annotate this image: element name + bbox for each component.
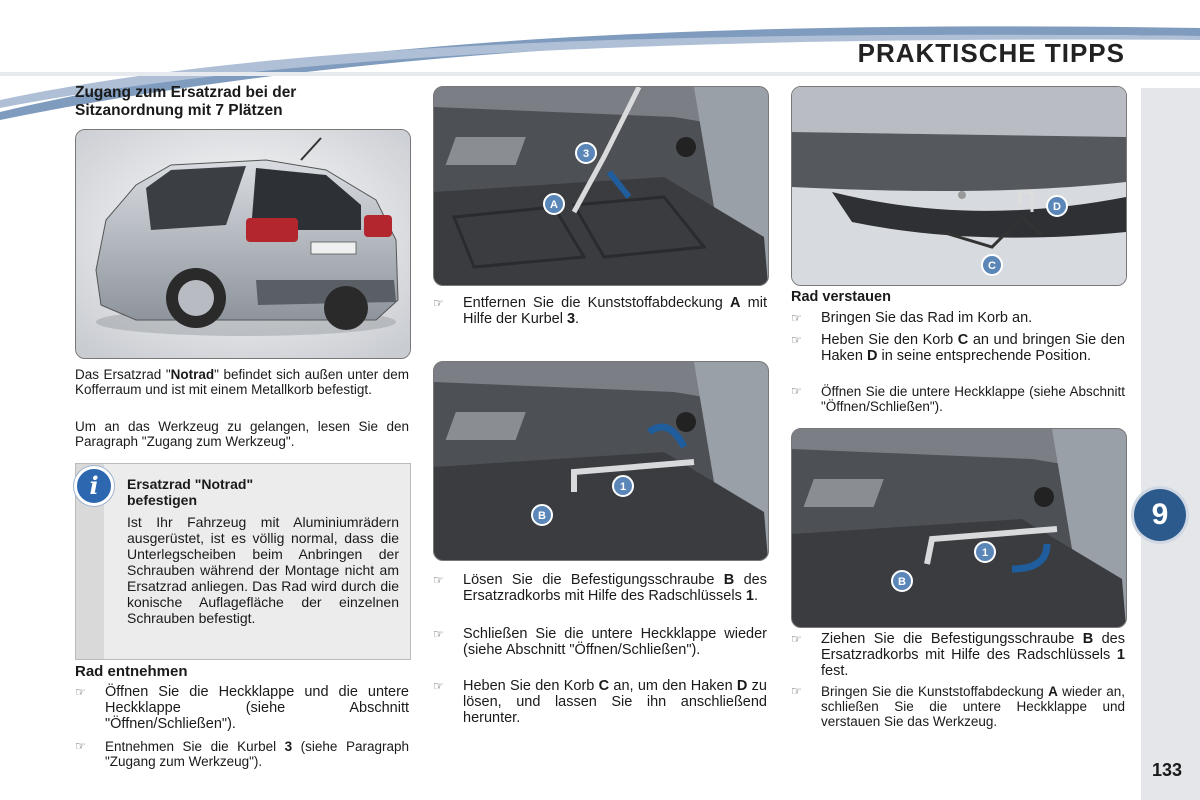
step4-b2: D bbox=[736, 678, 748, 694]
stow2-mid: an und bringen Sie den Haken bbox=[821, 332, 1125, 364]
remove-2-bold: 3 bbox=[284, 739, 293, 754]
stow2-b2: D bbox=[866, 348, 878, 364]
info-title-line1: Ersatzrad "Notrad" bbox=[127, 476, 254, 492]
section-heading-line2: Sitzanordnung mit 7 Plätzen bbox=[75, 102, 283, 119]
step4-mid: an, um den Haken bbox=[609, 678, 737, 694]
remove-heading: Rad entnehmen bbox=[75, 663, 188, 680]
stow5-b1: A bbox=[1048, 684, 1058, 699]
hand-pointer-icon: ☞ bbox=[433, 627, 444, 641]
remove-2-post: (siehe Paragraph "Zugang zum Werkzeug"). bbox=[105, 739, 409, 769]
hand-pointer-icon: ☞ bbox=[433, 679, 444, 693]
callout-3-label: 3 bbox=[582, 148, 590, 160]
step-1 bbox=[463, 295, 767, 327]
page-title: PRAKTISCHE TIPPS bbox=[857, 38, 1125, 68]
list-item bbox=[433, 295, 767, 327]
stow4-mid: des Ersatzradkorbs mit Hilfe des Radschlüssels bbox=[821, 631, 1125, 663]
list-item bbox=[791, 310, 1125, 326]
list-item bbox=[433, 626, 767, 658]
step4-b1: C bbox=[598, 678, 610, 694]
callout-a bbox=[544, 194, 564, 214]
stow-step-3: Öffnen Sie die untere Heckklappe (siehe Abschnitt "Öffnen/Schließen"). bbox=[821, 384, 1125, 414]
page-number: 133 bbox=[1152, 760, 1183, 780]
step1-pre: Entfernen Sie die Kunststoffabdeckung bbox=[463, 295, 731, 311]
callout-b-label: B bbox=[898, 576, 906, 588]
chapter-side-tab bbox=[1141, 88, 1200, 800]
step2-post: . bbox=[753, 588, 758, 604]
list-item bbox=[75, 739, 409, 769]
under-car-hook-illustration bbox=[791, 86, 1127, 286]
stow4-pre: Ziehen Sie die Befestigungsschraube bbox=[821, 631, 1083, 647]
callout-c-label: C bbox=[988, 260, 996, 272]
intro-1-bold: Notrad bbox=[170, 367, 215, 382]
list-item bbox=[791, 684, 1125, 729]
hand-pointer-icon: ☞ bbox=[791, 311, 802, 325]
callout-1-label: 1 bbox=[619, 481, 627, 493]
stow-step-1: Bringen Sie das Rad im Korb an. bbox=[821, 310, 1033, 326]
car-rear-illustration bbox=[75, 129, 411, 359]
step2-b2: 1 bbox=[745, 588, 754, 604]
info-content bbox=[127, 476, 399, 626]
stow4-post: fest. bbox=[821, 663, 849, 679]
trunk-floor-wrench-illustration bbox=[433, 361, 769, 561]
callout-b-label: B bbox=[538, 510, 546, 522]
step-4 bbox=[463, 678, 767, 726]
stow2-post: in seine entsprechende Position. bbox=[877, 348, 1092, 364]
intro-1-pre: Das Ersatzrad " bbox=[75, 367, 171, 382]
step4-post: zu lösen, und lassen Sie ihn anschließend herunter. bbox=[463, 678, 767, 726]
stow4-b2: 1 bbox=[1116, 647, 1125, 663]
stow2-pre: Heben Sie den Korb bbox=[821, 332, 958, 348]
stow-heading: Rad verstauen bbox=[791, 289, 891, 305]
remove-step-2 bbox=[105, 739, 409, 769]
step2-b1: B bbox=[723, 572, 735, 588]
stow5-pre: Bringen Sie die Kunststoffabdeckung bbox=[821, 684, 1049, 699]
stow-step-2 bbox=[821, 332, 1125, 364]
callout-1 bbox=[613, 476, 633, 496]
info-title-line2: befestigen bbox=[127, 492, 198, 508]
step2-mid: des Ersatzradkorbs mit Hilfe des Radschlüssels bbox=[463, 572, 767, 604]
list-item bbox=[75, 684, 409, 732]
info-box bbox=[75, 463, 411, 660]
step1-mid: mit Hilfe der Kurbel bbox=[463, 295, 767, 327]
intro-paragraph-1 bbox=[75, 367, 409, 397]
hand-pointer-icon: ☞ bbox=[791, 384, 802, 398]
hand-pointer-icon: ☞ bbox=[433, 573, 444, 587]
list-item bbox=[791, 631, 1125, 679]
section-heading-line1: Zugang zum Ersatzrad bei der bbox=[75, 84, 297, 101]
step1-post: . bbox=[575, 311, 580, 327]
info-text: Ist Ihr Fahrzeug mit Aluminiumrädern ausgerüstet, ist es völlig normal, dass die Unterlegscheiben beim Anbringen der Schrauben während der Montage nicht am Ersatzrad anliegen. Das Rad wird durch die konische Auflagefläche der einzelnen Schrauben befestigt. bbox=[127, 514, 399, 626]
step4-pre: Heben Sie den Korb bbox=[463, 678, 599, 694]
remove-2-pre: Entnehmen Sie die Kurbel bbox=[105, 739, 285, 754]
callout-1-label: 1 bbox=[981, 547, 989, 559]
remove-step-1: Öffnen Sie die Heckklappe und die untere Heckklappe (siehe Abschnitt "Öffnen/Schließen"). bbox=[105, 684, 409, 732]
info-icon: i bbox=[74, 466, 114, 506]
callout-b bbox=[892, 571, 912, 591]
section-heading bbox=[75, 84, 415, 120]
callout-1 bbox=[975, 542, 995, 562]
intro-paragraph-2: Um an das Werkzeug zu gelangen, lesen Sie den Paragraph "Zugang zum Werkzeug". bbox=[75, 419, 409, 449]
hand-pointer-icon: ☞ bbox=[791, 632, 802, 646]
hand-pointer-icon: ☞ bbox=[75, 739, 86, 753]
callout-d bbox=[1047, 196, 1067, 216]
hand-pointer-icon: ☞ bbox=[75, 685, 86, 699]
callout-3 bbox=[576, 143, 596, 163]
intro-1-post: " befindet sich außen unter dem Kofferraum und ist mit einem Metallkorb befestigt. bbox=[75, 367, 410, 397]
callout-a-label: A bbox=[550, 199, 558, 211]
stow-step-4 bbox=[821, 631, 1125, 679]
callout-d-label: D bbox=[1053, 201, 1061, 213]
list-item bbox=[791, 384, 1125, 414]
stow5-post: wieder an, schließen Sie die untere Heckklappe und verstauen Sie das Werkzeug. bbox=[821, 684, 1125, 729]
stow2-b1: C bbox=[957, 332, 969, 348]
hand-pointer-icon: ☞ bbox=[433, 296, 444, 310]
callout-c bbox=[982, 255, 1002, 275]
callout-b bbox=[532, 505, 552, 525]
step1-b2: 3 bbox=[566, 311, 576, 327]
step-2 bbox=[463, 572, 767, 604]
stow-step-5 bbox=[821, 684, 1125, 729]
trunk-floor-tighten-illustration bbox=[791, 428, 1127, 628]
hand-pointer-icon: ☞ bbox=[791, 684, 802, 698]
list-item bbox=[791, 332, 1125, 364]
stow4-b1: B bbox=[1082, 631, 1094, 647]
step-3: Schließen Sie die untere Heckklappe wieder (siehe Abschnitt "Öffnen/Schließen"). bbox=[463, 626, 767, 658]
chapter-badge[interactable]: 9 bbox=[1134, 489, 1186, 541]
hand-pointer-icon: ☞ bbox=[791, 333, 802, 347]
trunk-floor-crank-illustration bbox=[433, 86, 769, 286]
step1-b1: A bbox=[730, 295, 741, 311]
step2-pre: Lösen Sie die Befestigungsschraube bbox=[463, 572, 724, 588]
list-item bbox=[433, 572, 767, 604]
info-title bbox=[127, 476, 399, 508]
list-item bbox=[433, 678, 767, 726]
